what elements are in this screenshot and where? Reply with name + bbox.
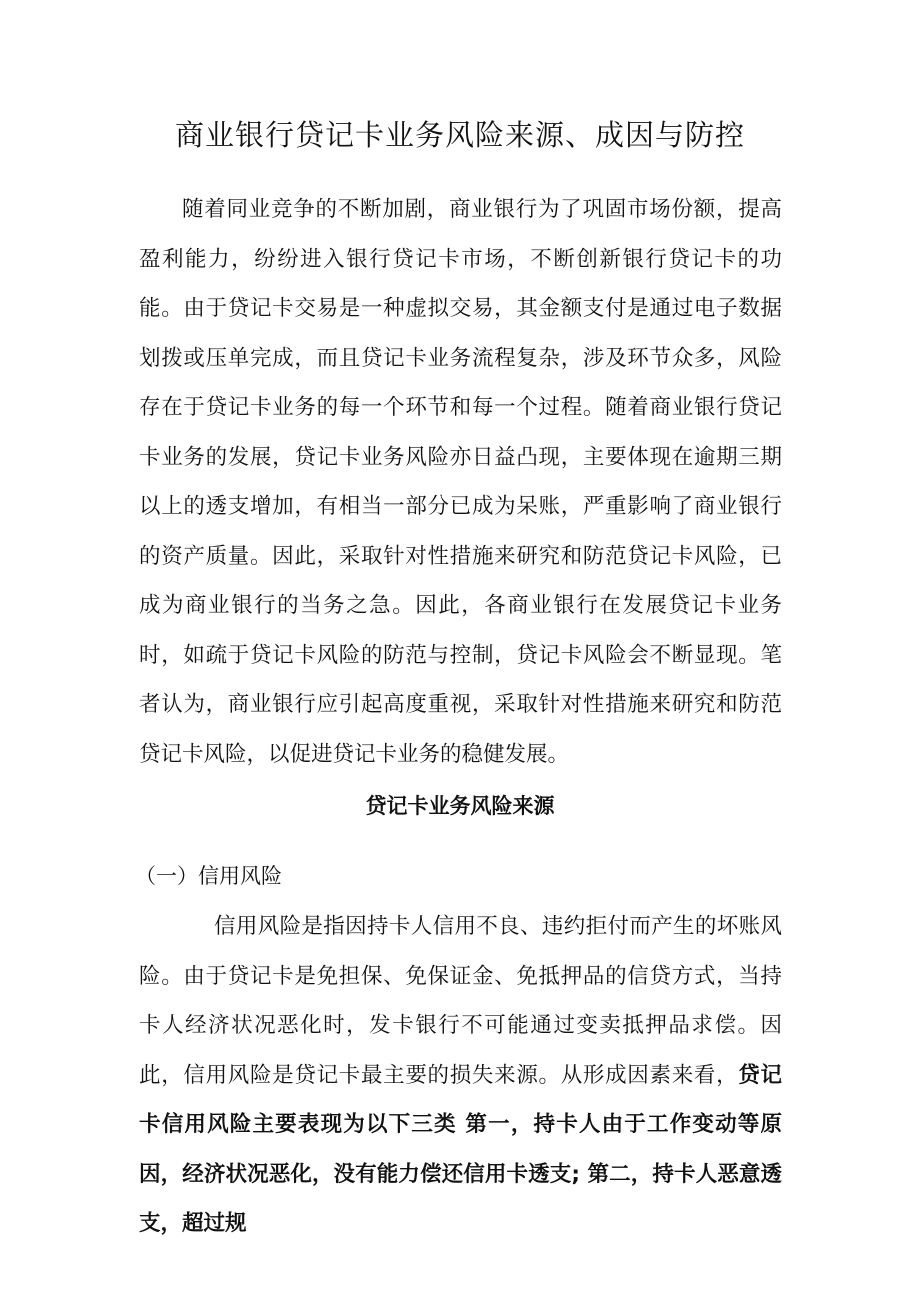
credit-risk-paragraph: [139, 902, 782, 1249]
document-title: 商业银行贷记卡业务风险来源、成因与防控: [174, 118, 745, 152]
subsection-heading: （一）信用风险: [135, 864, 282, 888]
credit-risk-text: 信用风险是指因持卡人信用不良、违约拒付而产生的坏账风险。由于贷记卡是免担保、免保证金、免抵押品的信贷方式，当持卡人经济状况恶化时，发卡银行不可能通过变卖抵押品求偿。因此，信用风险是贷记卡最主要的损失来源。从形成因素来看，: [139, 914, 782, 1088]
intro-paragraph: 随着同业竞争的不断加剧，商业银行为了巩固市场份额，提高盈利能力，纷纷进入银行贷记卡市场，不断创新银行贷记卡的功能。由于贷记卡交易是一种虚拟交易，其金额支付是通过电子数据划拨或压单完成，而且贷记卡业务流程复杂，涉及环节众多，风险存在于贷记卡业务的每一个环节和每一个过程。随着商业银行贷记卡业务的发展，贷记卡业务风险亦日益凸现，主要体现在逾期三期以上的透支增加，有相当一部分已成为呆账，严重影响了商业银行的资产质量。因此，采取针对性措施来研究和防范贷记卡风险，已成为商业银行的当务之急。因此，各商业银行在发展贷记卡业务时，如疏于贷记卡风险的防范与控制，贷记卡风险会不断显现。笔者认为，商业银行应引起高度重视，采取针对性措施来研究和防范贷记卡风险，以促进贷记卡业务的稳健发展。: [139, 197, 782, 767]
credit-risk-bold-text: 贷记卡信用风险主要表现为以下三类 第一，持卡人由于工作变动等原因，经济状况恶化，没有能力偿还信用卡透支; 第二，持卡人恶意透支，超过规: [139, 1062, 782, 1236]
section-heading: 贷记卡业务风险来源: [365, 794, 555, 818]
